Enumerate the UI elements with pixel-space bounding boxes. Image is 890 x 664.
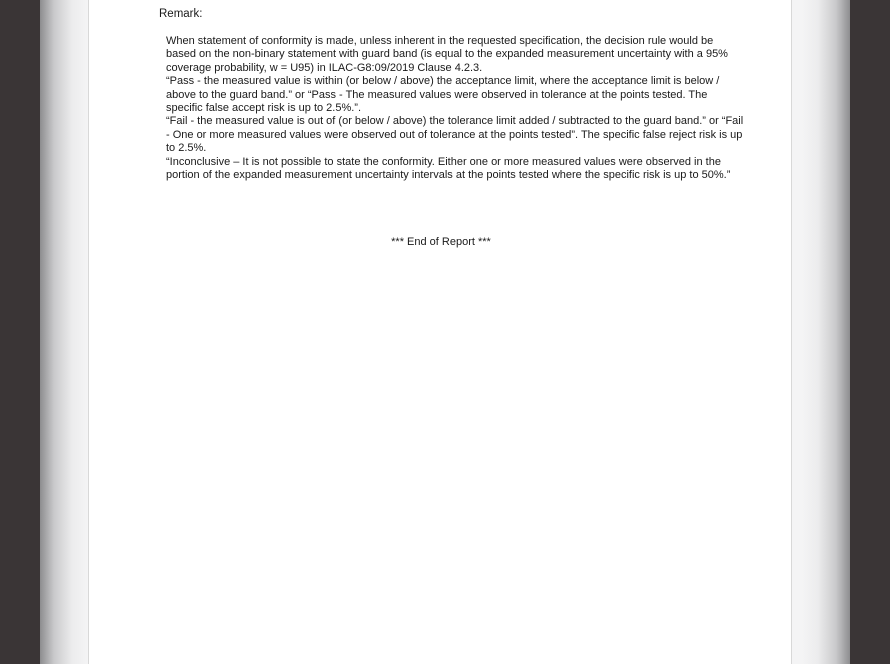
remark-paragraph-pass: “Pass - the measured value is within (or below / above) the acceptance limit, where the acceptance limit is below / above to the guard band.” or “Pass - The measured values were observed in tolerance at the points tested. The specific false accept risk is up to 2.5%.”. [166,75,720,115]
frame-left [0,0,40,664]
remark-paragraph-fail: “Fail - the measured value is out of (or below / above) the tolerance limit added / subtracted to the guard band.” or “Fail - One or more measured values were observed out of tolerance at the points tested”. The specific false reject risk is up to 2.5%. [166,115,744,155]
remark-paragraph-inconclusive: “Inconclusive – It is not possible to state the conformity. Either one or more measured values were observed in the portion of the expanded measurement uncertainty intervals at the points tested where the specific risk is up to 50%.” [166,155,731,182]
frame-right [850,0,890,664]
end-of-report: *** End of Report *** [391,236,491,248]
remark-paragraph-decision-rule: When statement of conformity is made, unless inherent in the requested specification, the decision rule would be based on the non-binary statement with guard band (is equal to the expanded measurement uncertainty with a 95% coverage probability, w = U95) in ILAC-G8:09/2019 Clause 4.2.3. [166,35,728,74]
remark-body [166,35,746,182]
remark-heading: Remark: [159,8,203,20]
document-page [88,0,792,664]
